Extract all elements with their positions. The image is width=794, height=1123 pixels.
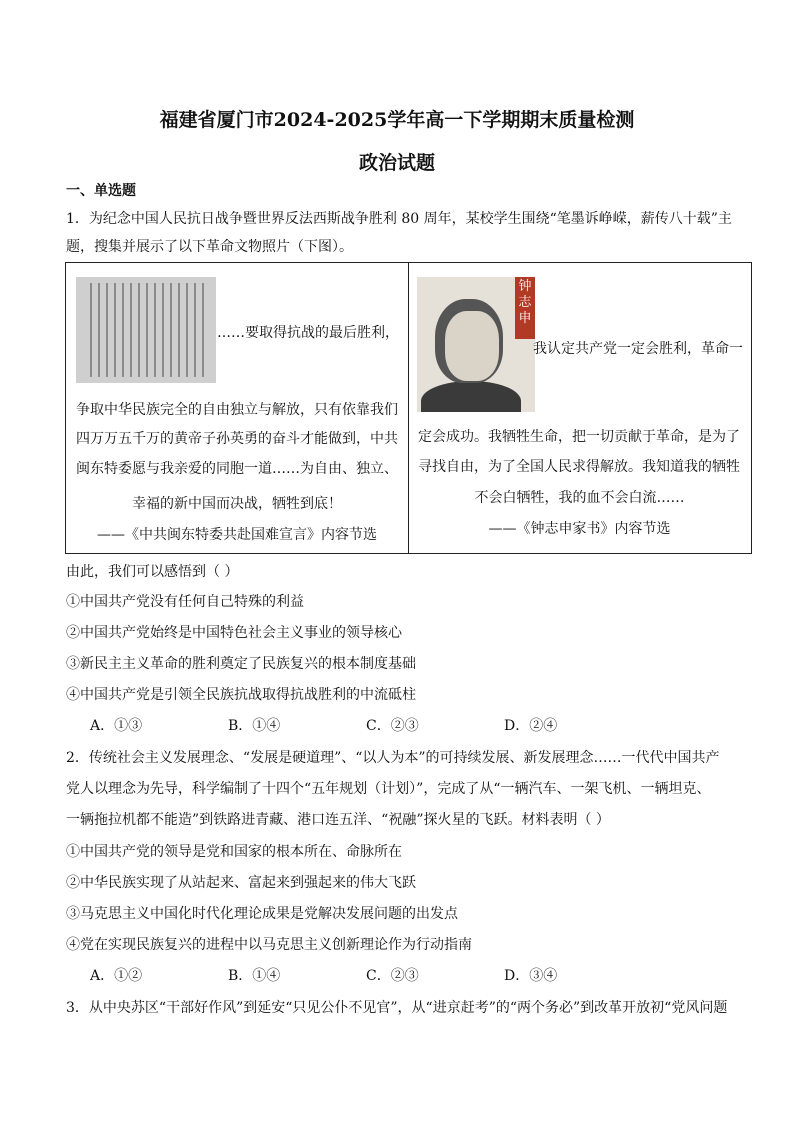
q2-stem-line2: 党人以理念为先导，科学编制了十四个“五年规划（计划）”，完成了从“一辆汽车、一架飞机、一辆坦克、 <box>66 781 711 797</box>
q1-option-a[interactable]: A．①③ <box>90 718 143 734</box>
q2-statement-1: ①中国共产党的领导是党和国家的根本所在、命脉所在 <box>66 844 402 860</box>
q1-option-b[interactable]: B．①④ <box>228 718 281 734</box>
portrait-name-label: 钟志申 <box>515 277 535 339</box>
q1-statement-2: ②中国共产党始终是中国特色社会主义事业的领导核心 <box>66 625 402 641</box>
left-cell-source: ——《中共闽东特委共赴国难宣言》内容节选 <box>97 527 377 543</box>
q2-stem-line3: 一辆拖拉机都不能造”到铁路进青藏、港口连五洋、“祝融”探火星的飞跃。材料表明（ ） <box>66 812 610 828</box>
q1-stem-line2: 题，搜集并展示了以下革命文物照片（下图）。 <box>66 239 353 255</box>
left-cell-line4: 闽东特委愿与我亲爱的同胞一道……为自由、独立、 <box>76 461 398 477</box>
exam-subtitle: 政治试题 <box>358 152 435 174</box>
q2-statement-2: ②中华民族实现了从站起来、富起来到强起来的伟大飞跃 <box>66 875 416 891</box>
q3-stem-line1: 3．从中央苏区“干部好作风”到延安“只见公仆不见官”，从“进京赶考”的“两个务必”到改革开放初“党风问题 <box>66 1000 728 1016</box>
q1-stem-line1: 1．为纪念中国人民抗日战争暨世界反法西斯战争胜利 80 周年，某校学生围绕“笔墨诉峥嵘，薪传八十载”主 <box>66 211 732 227</box>
q2-options <box>90 966 642 986</box>
q2-statement-3: ③马克思主义中国化时代化理论成果是党解决发展问题的出发点 <box>66 906 458 922</box>
left-cell-line5: 幸福的新中国而决战，牺牲到底！ <box>132 496 342 512</box>
exam-title: 福建省厦门市2024-2025学年高一下学期期末质量检测 <box>159 109 635 131</box>
q1-prompt: 由此，我们可以感悟到（ ） <box>66 564 239 580</box>
q2-option-b[interactable]: B．①④ <box>228 968 281 984</box>
artifact-table <box>65 262 752 554</box>
left-cell-line2: 争取中华民族完全的自由独立与解放，只有依靠我们 <box>76 402 398 418</box>
section-heading: 一、单选题 <box>66 183 136 199</box>
right-cell-line4: 不会白牺牲，我的血不会白流…… <box>474 490 685 506</box>
right-cell-line2: 定会成功。我牺牲生命，把一切贡献于革命，是为了 <box>418 429 740 445</box>
portrait-image <box>417 277 535 412</box>
q1-statement-1: ①中国共产党没有任何自己特殊的利益 <box>66 594 304 610</box>
q2-option-c[interactable]: C．②③ <box>366 968 419 984</box>
left-cell-line3: 四万万五千万的黄帝子孙英勇的奋斗才能做到，中共 <box>76 431 398 447</box>
q1-statement-4: ④中国共产党是引领全民族抗战取得抗战胜利的中流砥柱 <box>66 687 416 703</box>
q2-option-a[interactable]: A．①② <box>90 968 143 984</box>
q2-option-d[interactable]: D．③④ <box>504 968 558 984</box>
q1-option-d[interactable]: D．②④ <box>504 718 558 734</box>
right-cell-line1: 我认定共产党一定会胜利，革命一 <box>533 341 743 357</box>
right-cell <box>408 263 751 553</box>
q1-option-c[interactable]: C．②③ <box>366 718 419 734</box>
manifesto-document-image <box>76 277 216 383</box>
q1-statement-3: ③新民主主义革命的胜利奠定了民族复兴的根本制度基础 <box>66 656 416 672</box>
q2-stem-line1: 2．传统社会主义发展理念、“发展是硬道理”、“以人为本”的可持续发展、新发展理念……一代代中国共产 <box>66 750 720 766</box>
q1-options <box>90 716 642 736</box>
right-cell-line3: 寻找自由，为了全国人民求得解放。我知道我的牺牲 <box>418 459 740 475</box>
q2-statement-4: ④党在实现民族复兴的进程中以马克思主义创新理论作为行动指南 <box>66 937 472 953</box>
left-cell-line1: ……要取得抗战的最后胜利， <box>217 325 399 341</box>
right-cell-source: ——《钟志申家书》内容节选 <box>488 521 671 537</box>
